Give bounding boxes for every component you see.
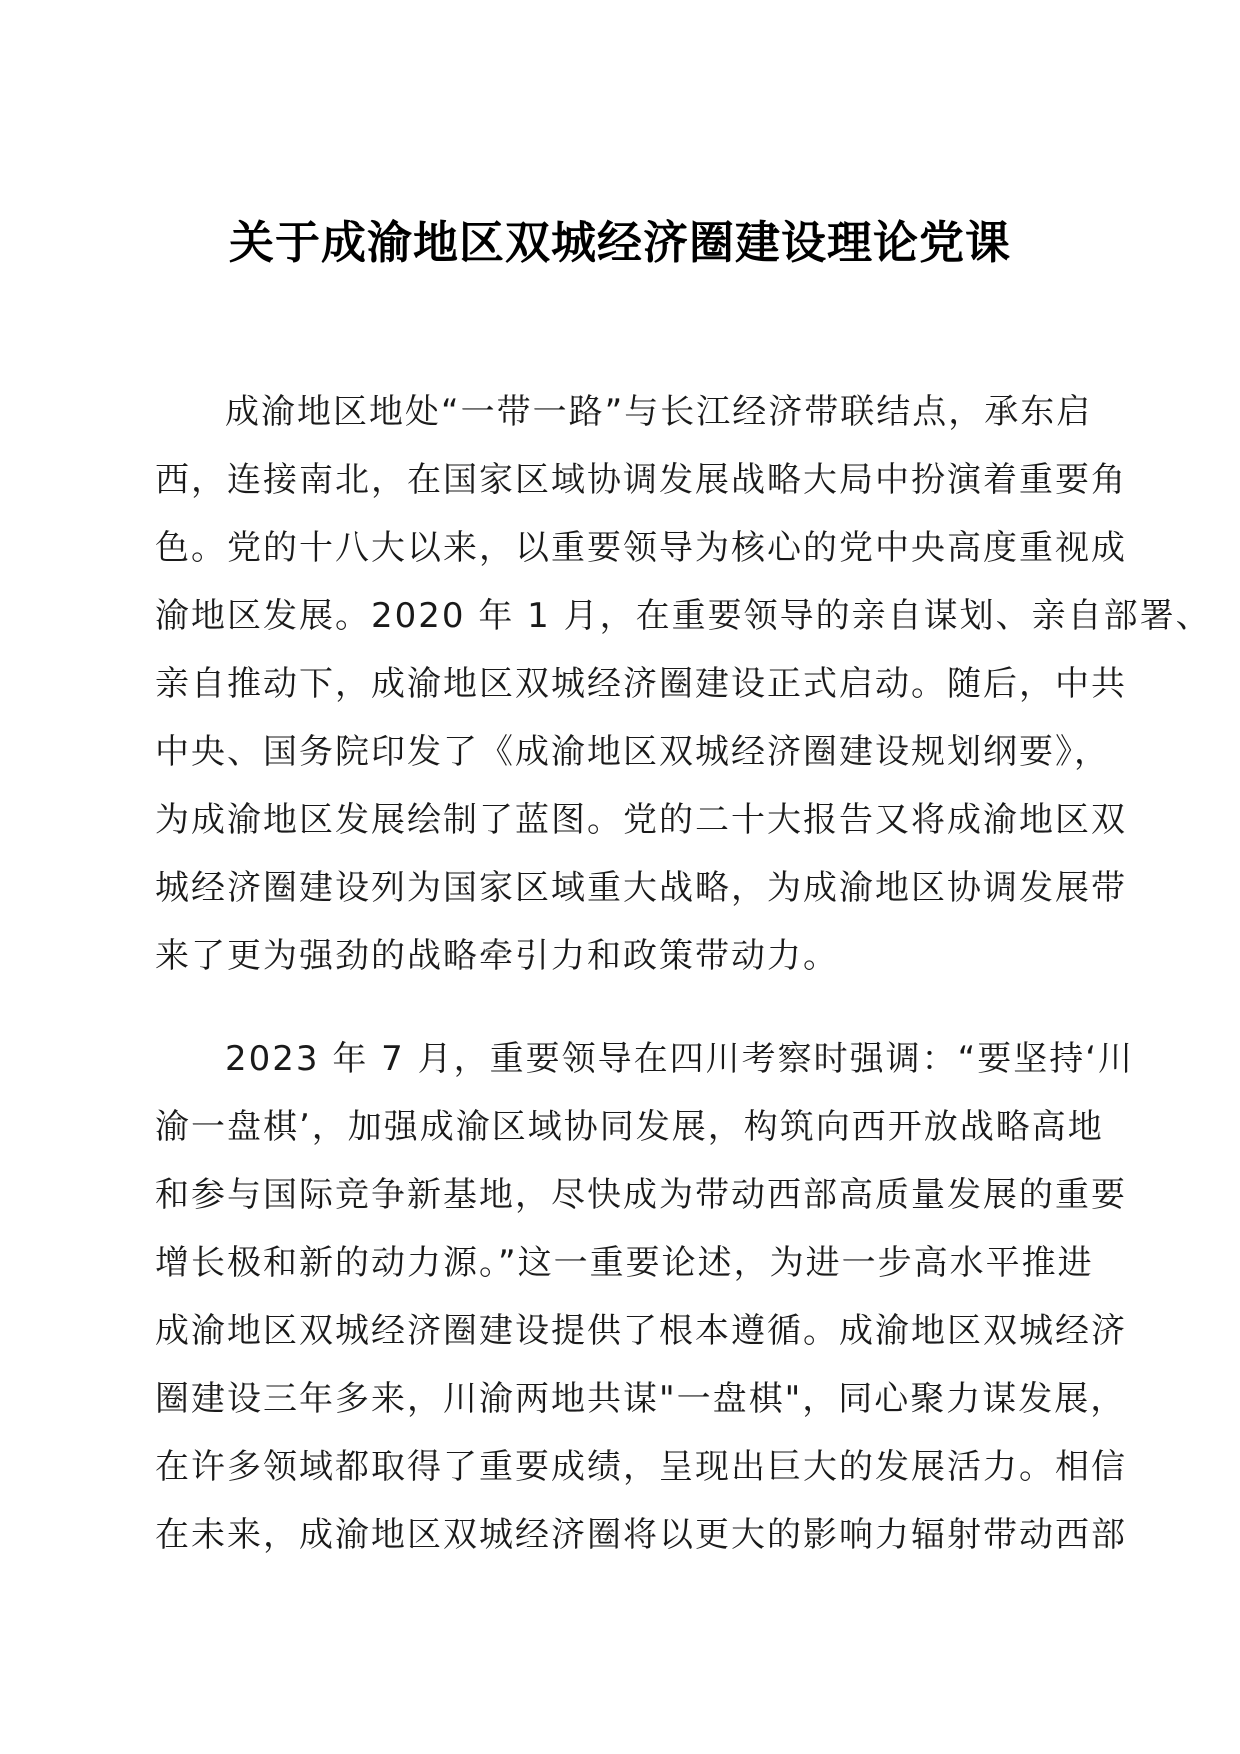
paragraph-line: 中央、国务院印发了《成渝地区双城经济圈建设规划纲要》，	[155, 732, 1110, 772]
body-paragraph-2	[155, 1025, 1135, 1569]
paragraph-line: 渝地区发展。2020 年 1 月，在重要领导的亲自谋划、亲自部署、	[155, 596, 1212, 636]
paragraph-line: 来了更为强劲的战略牵引力和政策带动力。	[155, 936, 839, 976]
paragraph-line: 成渝地区地处“一带一路”与长江经济带联结点，承东启	[225, 392, 1093, 432]
paragraph-line: 和参与国际竞争新基地，尽快成为带动西部高质量发展的重要	[155, 1175, 1127, 1215]
paragraph-line: 2023 年 7 月，重要领导在四川考察时强调：“要坚持‘川	[225, 1039, 1135, 1079]
paragraph-line: 色。党的十八大以来，以重要领导为核心的党中央高度重视成	[155, 528, 1127, 568]
document-title: 关于成渝地区双城经济圈建设理论党课	[228, 216, 1011, 269]
paragraph-line: 成渝地区双城经济圈建设提供了根本遵循。成渝地区双城经济	[155, 1311, 1127, 1351]
paragraph-line: 增长极和新的动力源。”这一重要论述，为进一步高水平推进	[155, 1243, 1094, 1283]
paragraph-line: 亲自推动下，成渝地区双城经济圈建设正式启动。随后，中共	[155, 664, 1127, 704]
paragraph-line: 在未来，成渝地区双城经济圈将以更大的影响力辐射带动西部	[155, 1515, 1127, 1555]
paragraph-line: 在许多领域都取得了重要成绩，呈现出巨大的发展活力。相信	[155, 1447, 1127, 1487]
paragraph-line: 圈建设三年多来，川渝两地共谋"一盘棋"，同心聚力谋发展，	[155, 1379, 1127, 1419]
paragraph-line: 为成渝地区发展绘制了蓝图。党的二十大报告又将成渝地区双	[155, 800, 1127, 840]
body-paragraph-1	[155, 378, 1212, 990]
paragraph-line: 西，连接南北，在国家区域协调发展战略大局中扮演着重要角	[155, 460, 1127, 500]
paragraph-line: 城经济圈建设列为国家区域重大战略，为成渝地区协调发展带	[155, 868, 1127, 908]
paragraph-line: 渝一盘棋’，加强成渝区域协同发展，构筑向西开放战略高地	[155, 1107, 1104, 1147]
